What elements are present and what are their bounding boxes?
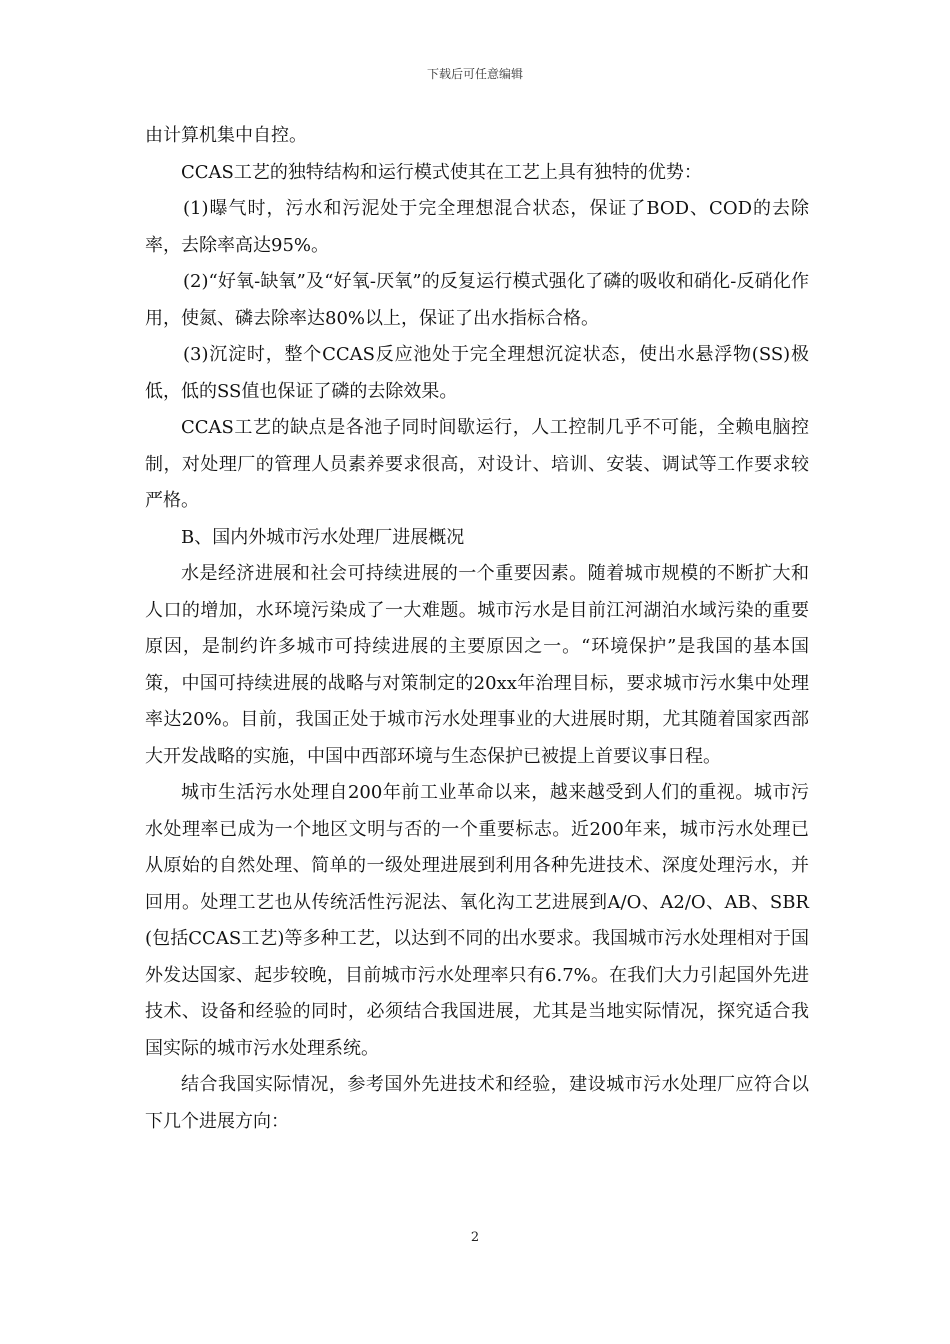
- paragraph-advantage-1: (1)曝气时，污水和污泥处于完全理想混合状态，保证了BOD、COD的去除率，去除率高达95%。: [145, 198, 809, 256]
- paragraph-advantage-3: (3)沉淀时，整个CCAS反应池处于完全理想沉淀状态，使出水悬浮物(SS)极低，低的SS值也保证了磷的去除效果。: [145, 344, 809, 402]
- paragraph-water-importance: 水是经济进展和社会可持续进展的一个重要因素。随着城市规模的不断扩大和人口的增加，水环境污染成了一大难题。城市污水是目前江河湖泊水域污染的重要原因，是制约许多城市可持续进展的主要原因之一。“环境保护”是我国的基本国策，中国可持续进展的战略与对策制定的20xx年治理目标，要求城市污水集中处理率达20%。目前，我国正处于城市污水处理事业的大进展时期，尤其随着国家西部大开发战略的实施，中国中西部环境与生态保护已被提上首要议事日程。: [145, 563, 809, 767]
- paragraph-ccas-disadvantages: CCAS工艺的缺点是各池子同时间歇运行，人工控制几乎不可能，全赖电脑控制，对处理厂的管理人员素养要求很高，对设计、培训、安装、调试等工作要求较严格。: [145, 417, 809, 511]
- document-body: [145, 118, 809, 1140]
- paragraph-ccas-advantages-intro: CCAS工艺的独特结构和运行模式使其在工艺上具有独特的优势：: [181, 161, 702, 183]
- paragraph-urban-sewage-history: 城市生活污水处理自200年前工业革命以来，越来越受到人们的重视。城市污水处理率已成为一个地区文明与否的一个重要标志。近200年来，城市污水处理已从原始的自然处理、简单的一级处理进展到利用各种先进技术、深度处理污水，并回用。处理工艺也从传统活性污泥法、氧化沟工艺进展到A/O、A2/O、AB、SBR(包括CCAS工艺)等多种工艺，以达到不同的出水要求。我国城市污水处理相对于国外发达国家、起步较晚，目前城市污水处理率只有6.7%。在我们大力引起国外先进技术、设备和经验的同时，必须结合我国进展，尤其是当地实际情况，探究适合我国实际的城市污水处理系统。: [145, 782, 809, 1059]
- page-number: 2: [470, 1230, 480, 1245]
- page-header: 下载后可任意编辑: [426, 67, 523, 81]
- paragraph-continuation: 由计算机集中自控。: [145, 125, 307, 146]
- paragraph-development-directions: 结合我国实际情况，参考国外先进技术和经验，建设城市污水处理厂应符合以下几个进展方向：: [145, 1074, 809, 1132]
- section-heading-b: B、国内外城市污水处理厂进展概况: [181, 526, 465, 548]
- paragraph-advantage-2: (2)“好氧-缺氧”及“好氧-厌氧”的反复运行模式强化了磷的吸收和硝化-反硝化作用，使氮、磷去除率达80%以上，保证了出水指标合格。: [145, 271, 809, 329]
